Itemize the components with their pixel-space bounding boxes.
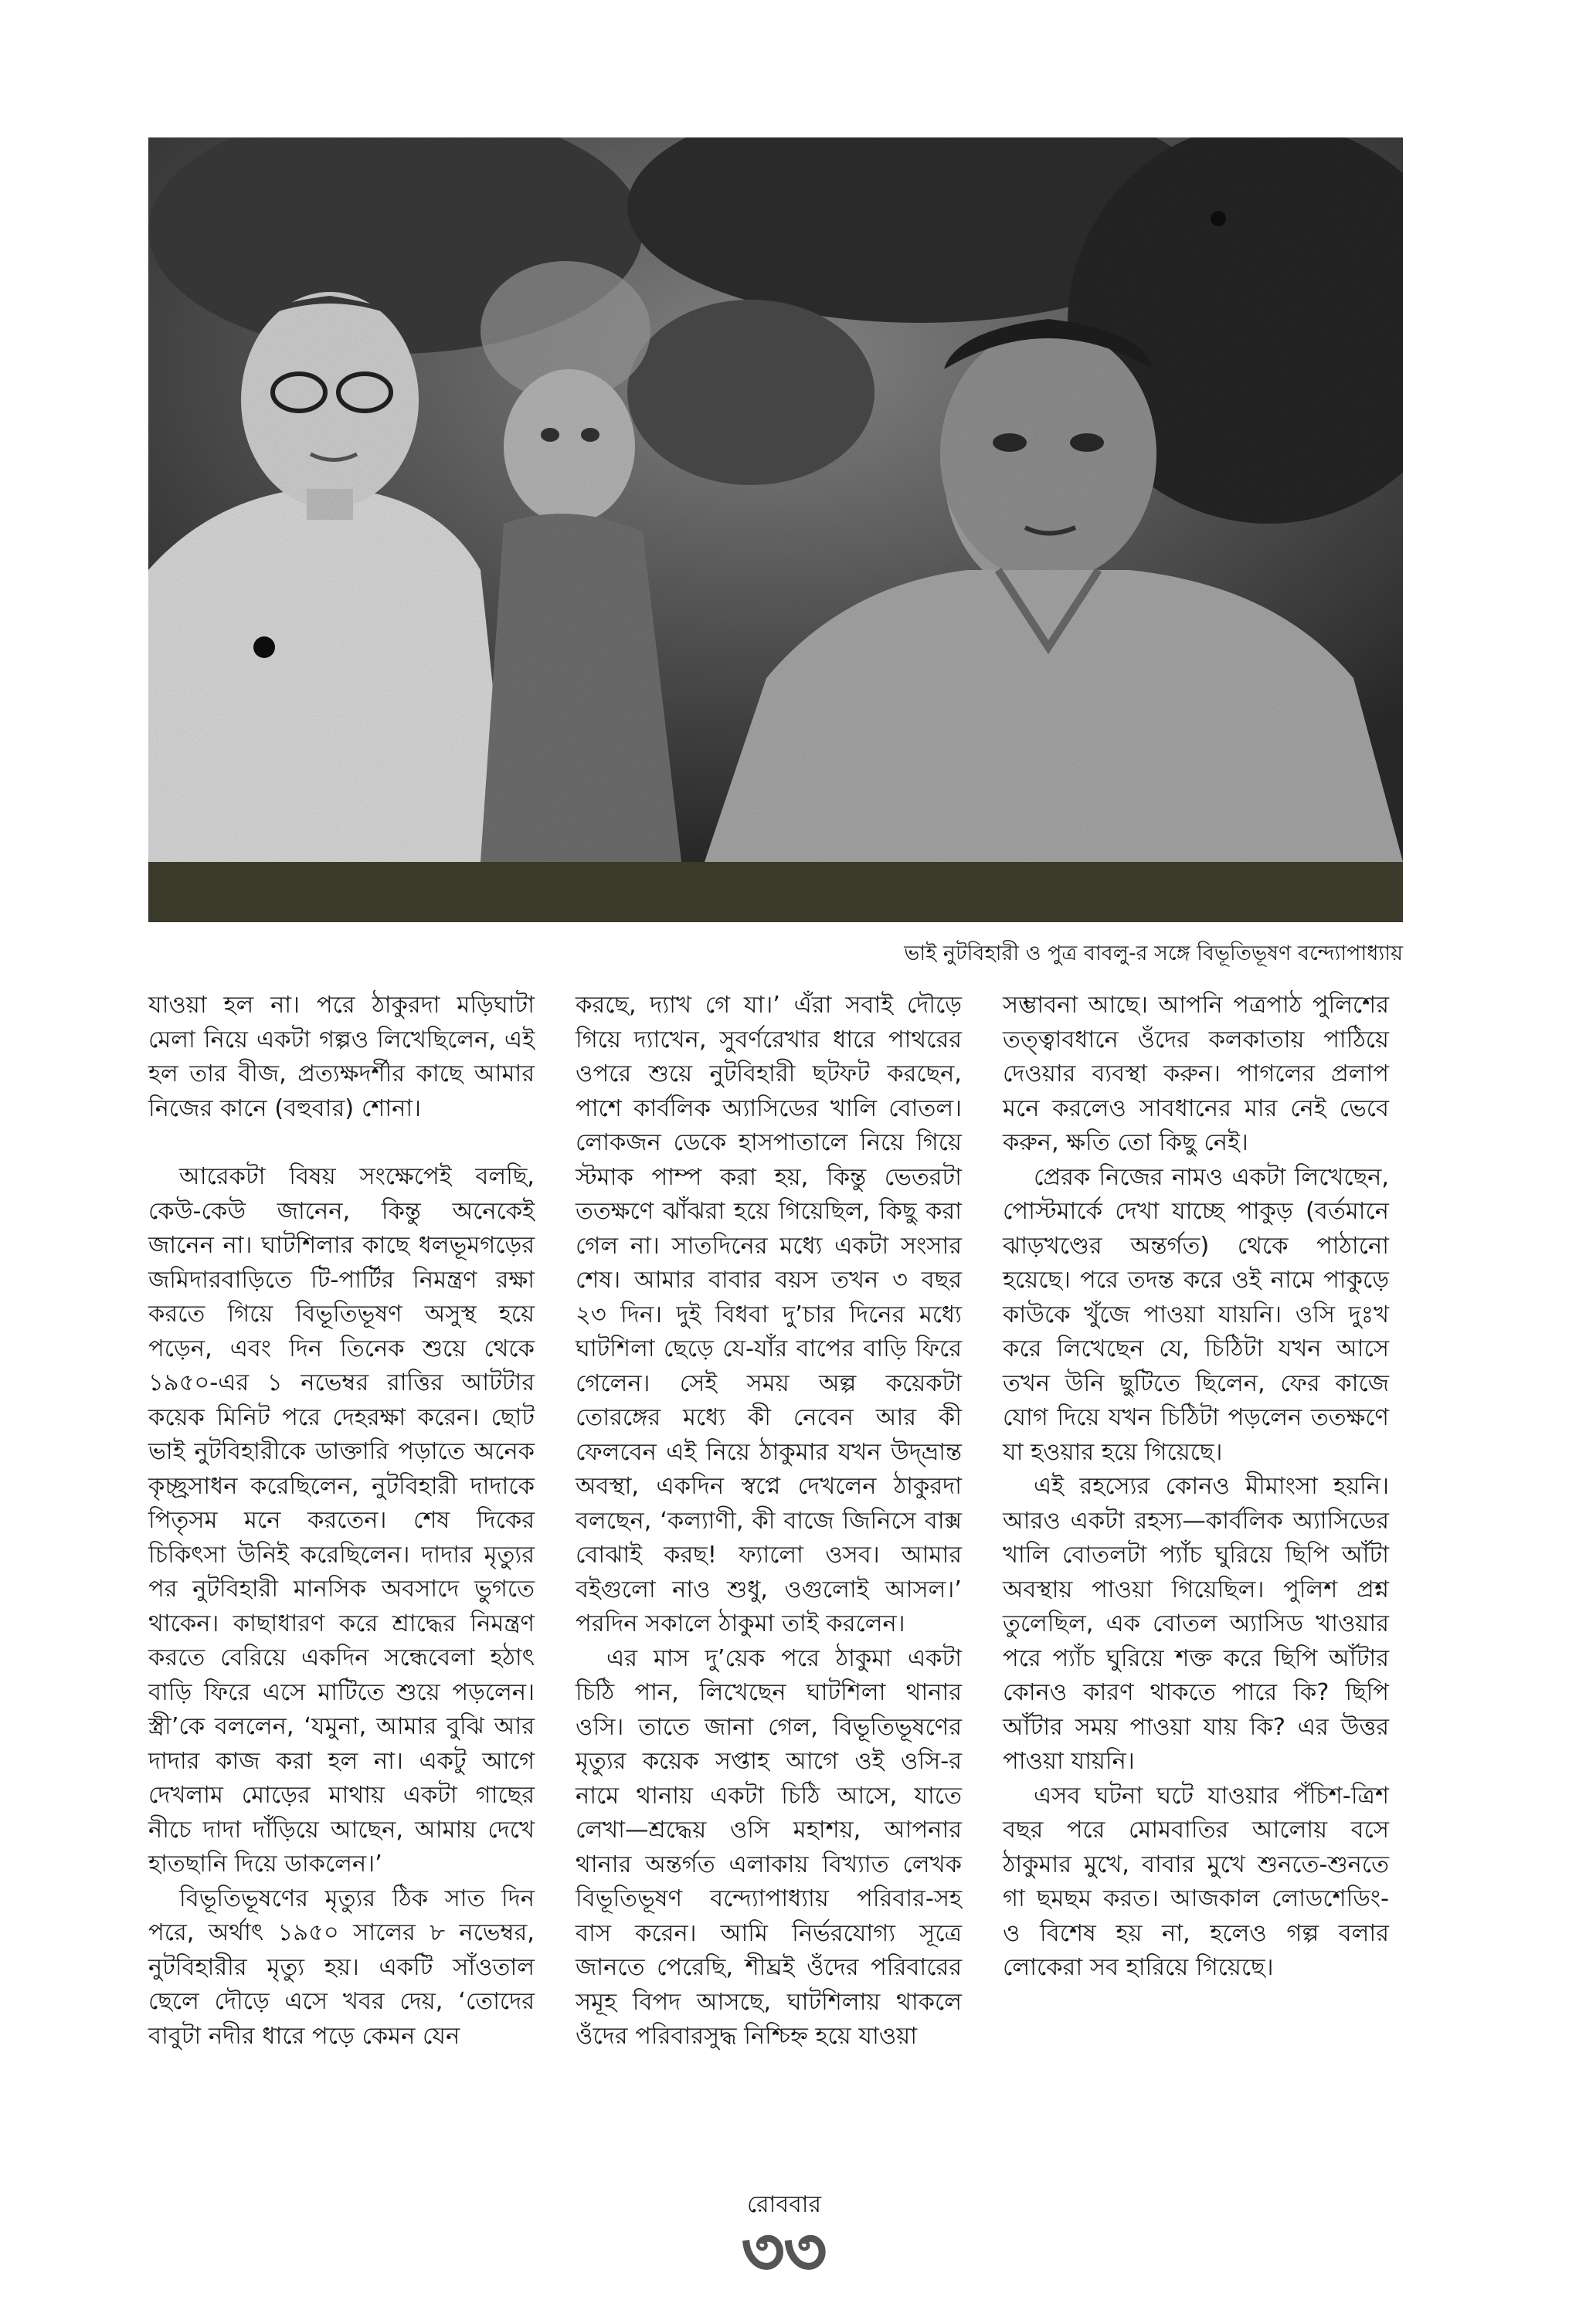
page-number: ৩৩ <box>742 2214 827 2289</box>
article-column-1 <box>148 989 535 2054</box>
paragraph: এর মাস দু’য়েক পরে ঠাকুমা একটা চিঠি পান, লিখেছেন ঘাটশিলা থানার ওসি। তাতে জানা গেল, বিভূতিভূষণের মৃত্যুর কয়েক সপ্তাহ আগে ওই ওসি-র নামে থানায় একটা চিঠি আসে, যাতে লেখা—শ্রদ্ধেয় ওসি মহাশয়, আপনার থানার অন্তর্গত এলাকায় বিখ্যাত লেখক বিভূতিভূষণ বন্দ্যোপাধ্যায় পরিবার-সহ বাস করেন। আমি নির্ভরযোগ্য সূত্রে জানতে পেরেছি, শীঘ্রই ওঁদের পরিবারের সমূহ বিপদ আসছে, ঘাটশিলায় থাকলে ওঁদের পরিবারসুদ্ধ নিশ্চিহ্ন হয়ে যাওয়া <box>576 1644 962 2050</box>
magazine-name: রোববার <box>747 2191 821 2218</box>
article-column-3 <box>1003 989 1389 1986</box>
paragraph: করছে, দ্যাখ গে যা।’ এঁরা সবাই দৌড়ে গিয়ে দ্যাখেন, সুবর্ণরেখার ধারে পাথরের ওপরে শুয়ে নুটবিহারী ছটফট করছেন, পাশে কার্বলিক অ্যাসিডের খালি বোতল। লোকজন ডেকে হাসপাতালে নিয়ে গিয়ে স্টমাক পাম্প করা হয়, কিন্তু ভেতরটা ততক্ষণে ঝাঁঝরা হয়ে গিয়েছিল, কিছু করা গেল না। সাতদিনের মধ্যে একটা সংসার শেষ। আমার বাবার বয়স তখন ৩ বছর ২৩ দিন। দুই বিধবা দু’চার দিনের মধ্যে ঘাটশিলা ছেড়ে যে-যাঁর বাপের বাড়ি ফিরে গেলেন। সেই সময় অল্প কয়েকটা তোরঙ্গের মধ্যে কী নেবেন আর কী ফেলবেন এই নিয়ে ঠাকুমার যখন উদ্‌ভ্রান্ত অবস্থা, একদিন স্বপ্নে দেখলেন ঠাকুরদা বলছেন, ‘কল্যাণী, কী বাজে জিনিসে বাক্স বোঝাই করছ! ফ্যালো ওসব। আমার বইগুলো নাও শুধু, ওগুলোই আসল।’ পরদিন সকালে ঠাকুমা তাই করলেন। <box>576 992 962 1637</box>
paragraph: আরেকটা বিষয় সংক্ষেপেই বলছি, কেউ-কেউ জানেন, কিন্তু অনেকেই জানেন না। ঘাটশিলার কাছে ধলভূমগড়ের জমিদারবাড়িতে টি-পার্টির নিমন্ত্রণ রক্ষা করতে গিয়ে বিভূতিভূষণ অসুস্থ হয়ে পড়েন, এবং দিন তিনেক শুয়ে থেকে ১৯৫০-এর ১ নভেম্বর রাত্তির আটটার কয়েক মিনিট পরে দেহরক্ষা করেন। ছোট ভাই নুটবিহারীকে ডাক্তারি পড়াতে অনেক কৃচ্ছ্রসাধন করেছিলেন, নুটবিহারী দাদাকে পিতৃসম মনে করতেন। শেষ দিকের চিকিৎসা উনিই করেছিলেন। দাদার মৃত্যুর পর নুটবিহারী মানসিক অবসাদে ভুগতে থাকেন। কাছাধারণ করে শ্রাদ্ধের নিমন্ত্রণ করতে বেরিয়ে একদিন সন্ধেবেলা হঠাৎ বাড়ি ফিরে এসে মাটিতে শুয়ে পড়লেন। স্ত্রী’কে বললেন, ‘যমুনা, আমার বুঝি আর দাদার কাজ করা হল না। একটু আগে দেখলাম মোড়ের মাথায় একটা গাছের নীচে দাদা দাঁড়িয়ে আছেন, আমায় দেখে হাতছানি দিয়ে ডাকলেন।’ <box>148 1163 535 1878</box>
photo-band <box>148 862 1403 922</box>
photo-caption: ভাই নুটবিহারী ও পুত্র বাবলু-র সঙ্গে বিভূতিভূষণ বন্দ্যোপাধ্যায় <box>904 941 1403 965</box>
paragraph: যাওয়া হল না। পরে ঠাকুরদা মড়িঘাটা মেলা নিয়ে একটা গল্পও লিখেছিলেন, এই হল তার বীজ, প্রত্যক্ষদর্শীর কাছে আমার নিজের কানে (বহুবার) শোনা। <box>148 992 535 1122</box>
paragraph: প্রেরক নিজের নামও একটা লিখেছেন, পোস্টমার্কে দেখা যাচ্ছে পাকুড় (বর্তমানে ঝাড়খণ্ডের অন্তর্গত) থেকে পাঠানো হয়েছে। পরে তদন্ত করে ওই নামে পাকুড়ে কাউকে খুঁজে পাওয়া যায়নি। ওসি দুঃখ করে লিখেছেন যে, চিঠিটা যখন আসে তখন উনি ছুটিতে ছিলেন, ফের কাজে যোগ দিয়ে যখন চিঠিটা পড়লেন ততক্ষণে যা হওয়ার হয়ে গিয়েছে। <box>1003 1163 1389 1466</box>
photo-image <box>148 137 1403 922</box>
article-photo <box>148 137 1403 922</box>
paragraph: সম্ভাবনা আছে। আপনি পত্রপাঠ পুলিশের তত্ত্বাবধানে ওঁদের কলকাতায় পাঠিয়ে দেওয়ার ব্যবস্থা করুন। পাগলের প্রলাপ মনে করলেও সাবধানের মার নেই ভেবে করুন, ক্ষতি তো কিছু নেই। <box>1003 992 1389 1156</box>
article-column-2 <box>576 989 962 2054</box>
paragraph: বিভূতিভূষণের মৃত্যুর ঠিক সাত দিন পরে, অর্থাৎ ১৯৫০ সালের ৮ নভেম্বর, নুটবিহারীর মৃত্যু হয়। একটি সাঁওতাল ছেলে দৌড়ে এসে খবর দেয়, ‘তোদের বাবুটা নদীর ধারে পড়ে কেমন যেন <box>148 1885 535 2050</box>
paragraph: এসব ঘটনা ঘটে যাওয়ার পঁচিশ-ত্রিশ বছর পরে মোমবাতির আলোয় বসে ঠাকুমার মুখে, বাবার মুখে শুনতে-শুনতে গা ছমছম করত। আজকাল লোডশেডিং-ও বিশেষ হয় না, হলেও গল্প বলার লোকেরা সব হারিয়ে গিয়েছে। <box>1003 1782 1389 1981</box>
paragraph: এই রহস্যের কোনও মীমাংসা হয়নি। আরও একটা রহস্য—কার্বলিক অ্যাসিডের খালি বোতলটা প্যাঁচ ঘুরিয়ে ছিপি আঁটা অবস্থায় পাওয়া গিয়েছিল। পুলিশ প্রশ্ন তুলেছিল, এক বোতল অ্যাসিড খাওয়ার পরে প্যাঁচ ঘুরিয়ে শক্ত করে ছিপি আঁটার কোনও কারণ থাকতে পারে কি? ছিপি আঁটার সময় পাওয়া যায় কি? এর উত্তর পাওয়া যায়নি। <box>1003 1473 1389 1775</box>
